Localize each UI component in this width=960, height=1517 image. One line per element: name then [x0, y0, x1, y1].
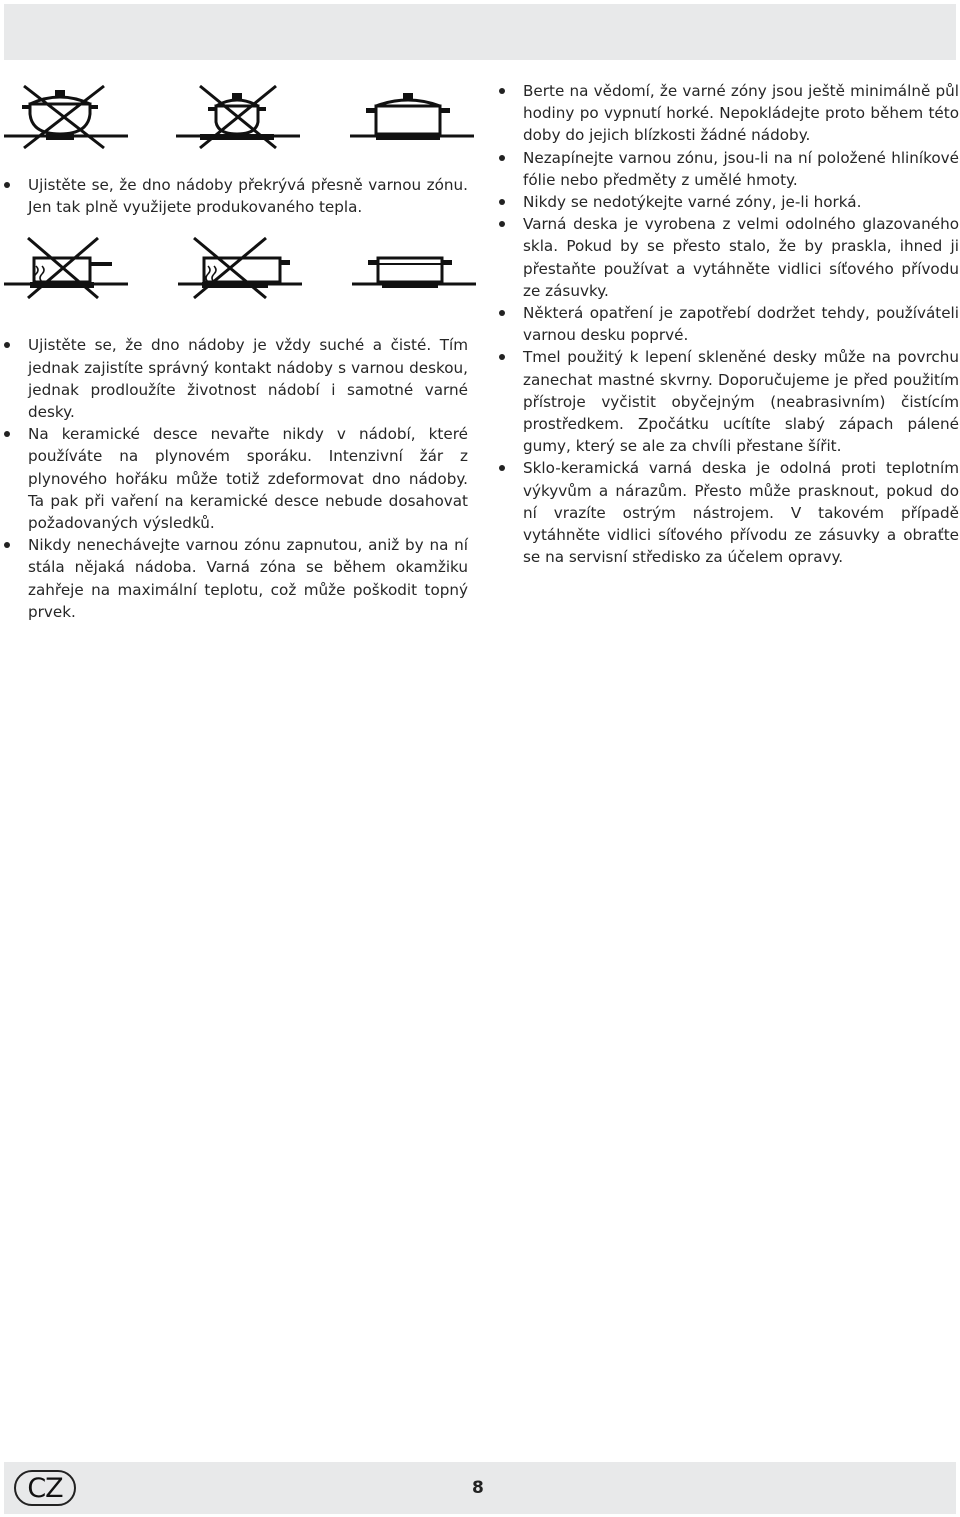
- page-number: 8: [472, 1478, 484, 1498]
- header-band: [4, 4, 956, 60]
- bullet-pot-dry-clean: Ujistěte se, že dno nádoby je vždy suché a čisté. Tím jednak zajistíte správný kontakt nádoby s varnou deskou, jednak prodloužíte životnost nádobí i samotné varné desky.: [28, 334, 468, 423]
- bullet-glass-cracks: Varná deska je vyrobena z velmi odolného glazovaného skla. Pokud by se přesto stalo, že by praskla, ihned ji přestaňte používat a vytáhněte vidlici síťového přívodu ze zásuvky.: [523, 213, 959, 302]
- right-column: [523, 80, 959, 568]
- bullet-residual-heat: Berte na vědomí, že varné zóny jsou ještě minimálně půl hodiny po vypnutí horké. Nepokládejte proto během této doby do jejich blízkosti žádné nádoby.: [523, 80, 959, 147]
- pot-on-large-zone-crossed-icon: [172, 84, 302, 154]
- bullet-no-foil-plastic: Nezapínejte varnou zónu, jsou-li na ní položené hliníkové fólie nebo předměty z umělé hmoty.: [523, 147, 959, 191]
- left-column: [28, 174, 468, 623]
- bullet-pot-covers-zone: Ujistěte se, že dno nádoby překrývá přesně varnou zónu. Jen tak plně využijete produkovaného tepla.: [28, 174, 468, 218]
- bullet-sealant-stains: Tmel použitý k lepení skleněné desky může na povrchu zanechat mastné skvrny. Doporučujeme je před použitím přístroje vyčistit obyčejným (neabrasivním) čistícím prostředkem. Zpočátku ucítíte slabý zápach pálené gumy, který se ale za chvíli přestane šířit.: [523, 346, 959, 457]
- bullet-no-gas-cookware: Na keramické desce nevařte nikdy v nádobí, které používáte na plynovém sporáku. Intenzivní žár z plynového hořáku může totiž zdeformovat dno nádoby. Ta pak při vaření na keramické desce nebude dosahovat požadovaných výsledků.: [28, 423, 468, 534]
- pot-fits-zone-correct-icon: [346, 84, 476, 154]
- language-badge: CZ: [14, 1470, 76, 1506]
- bullet-impact-resistance: Sklo-keramická varná deska je odolná proti teplotním výkyvům a nárazům. Přesto může prasknout, pokud do ní vrazíte ostrým nástrojem. V takovém případě vytáhněte vidlici síťového přívodu ze zásuvky a obraťte se na servisní středisko za účelem opravy.: [523, 457, 959, 568]
- bullet-no-empty-zone: Nikdy nenechávejte varnou zónu zapnutou, aniž by na ní stála nějaká nádoba. Varná zóna se během okamžiku zahřeje na maximální teplotu, což může poškodit topný prvek.: [28, 534, 468, 623]
- pot-on-small-zone-crossed-icon: [0, 84, 130, 154]
- bullet-first-use: Některá opatření je zapotřebí dodržet tehdy, používáteli varnou desku poprvé.: [523, 302, 959, 346]
- bullet-do-not-touch: Nikdy se nedotýkejte varné zóny, je-li horká.: [523, 191, 959, 213]
